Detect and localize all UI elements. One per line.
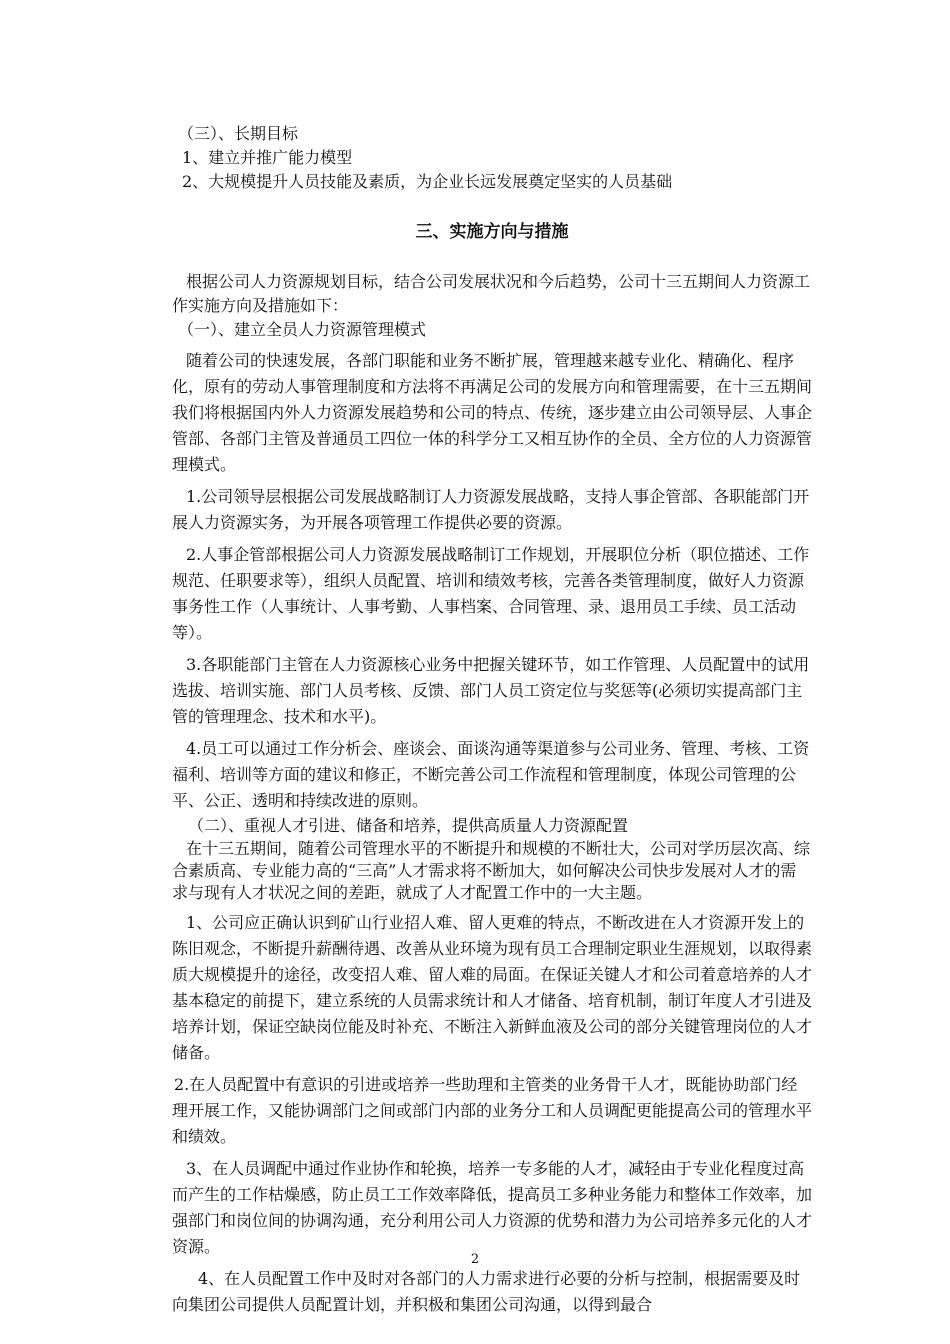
long-term-item-1: 1、建立并推广能力模型: [182, 148, 353, 167]
section-intro: 根据公司人力资源规划目标，结合公司发展状况和今后趋势，公司十三五期间人力资源工作实施方向及措施如下：: [172, 272, 811, 315]
long-term-heading: （三）、长期目标: [178, 124, 299, 143]
subsection-1-paragraph: 随着公司的快速发展，各部门职能和业务不断扩展，管理越来越专业化、精确化、程序化，原有的劳动人事管理制度和方法将不再满足公司的发展方向和管理需要，在十三五期间我们将根据国内外人力资源发展趋势和公司的特点、传统，逐步建立由公司领导层、人事企管部、各部门主管及普通员工四位一体的科学分工又相互协作的全员、全方位的人力资源管理模式。: [172, 351, 813, 474]
subsection-2-paragraph: 在十三五期间，随着公司管理水平的不断提升和规模的不断壮大，公司对学历层次高、综合素质高、专业能力高的“三高”人才需求将不断加大，如何解决公司快步发展对人才的需求与现有人才状况之间的差距，就成了人才配置工作中的一大主题。: [172, 839, 811, 902]
page-number: 2: [470, 1252, 480, 1267]
long-term-item-2: 2、大规模提升人员技能及素质，为企业长远发展奠定坚实的人员基础: [182, 172, 673, 191]
subsection-2-item: 4、在人员配置工作中及时对各部门的人力需求进行必要的分析与控制，根据需要及时向集团公司提供人员配置计划，并积极和集团公司沟通，以得到最合: [172, 1269, 801, 1314]
subsection-2-heading: （二）、重视人才引进、储备和培养，提供高质量人力资源配置: [188, 816, 629, 835]
subsection-1-heading: （一）、建立全员人力资源管理模式: [178, 320, 427, 339]
document-body: [172, 122, 812, 1318]
section-title: 三、实施方向与措施: [415, 222, 569, 242]
subsection-1-item: 3.各职能部门主管在人力资源核心业务中把握关键环节，如工作管理、人员配置中的试用选拔、培训实施、部门人员考核、反馈、部门人员工资定位与奖惩等(必须切实提高部门主管的管理理念、技术和水平)。: [172, 655, 810, 726]
subsection-1-item: 1.公司领导层根据公司发展战略制订人力资源发展战略，支持人事企管部、各职能部门开展人力资源实务，为开展各项管理工作提供必要的资源。: [172, 487, 810, 532]
subsection-2-item: 2.在人员配置中有意识的引进或培养一些助理和主管类的业务骨干人才，既能协助部门经理开展工作，又能协调部门之间或部门内部的业务分工和人员调配更能提高公司的管理水平和绩效。: [172, 1075, 813, 1146]
subsection-2-item: 1、公司应正确认识到矿山行业招人难、留人更难的特点，不断改进在人才资源开发上的陈旧观念，不断提升薪酬待遇、改善从业环境为现有员工合理制定职业生涯规划，以取得素质大规模提升的途径，改变招人难、留人难的局面。在保证关键人才和公司着意培养的人才基本稳定的前提下，建立系统的人员需求统计和人才储备、培育机制，制订年度人才引进及培养计划，保证空缺岗位能及时补充、不断注入新鲜血液及公司的部分关键管理岗位的人才储备。: [172, 913, 813, 1062]
subsection-1-item: 4.员工可以通过工作分析会、座谈会、面谈沟通等渠道参与公司业务、管理、考核、工资福利、培训等方面的建议和修正，不断完善公司工作流程和管理制度，体现公司管理的公平、公正、透明和持续改进的原则。: [172, 739, 810, 810]
subsection-1-item: 2.人事企管部根据公司人力资源发展战略制订工作规划，开展职位分析（职位描述、工作规范、任职要求等），组织人员配置、培训和绩效考核，完善各类管理制度，做好人力资源事务性工作（人事统计、人事考勤、人事档案、合同管理、录、退用员工手续、员工活动等）。: [172, 545, 810, 642]
subsection-2-item: 3、在人员调配中通过作业协作和轮换，培养一专多能的人才，减轻由于专业化程度过高而产生的工作枯燥感，防止员工工作效率降低，提高员工多种业务能力和整体工作效率，加强部门和岗位间的协调沟通，充分利用公司人力资源的优势和潜力为公司培养多元化的人才资源。: [172, 1159, 813, 1256]
